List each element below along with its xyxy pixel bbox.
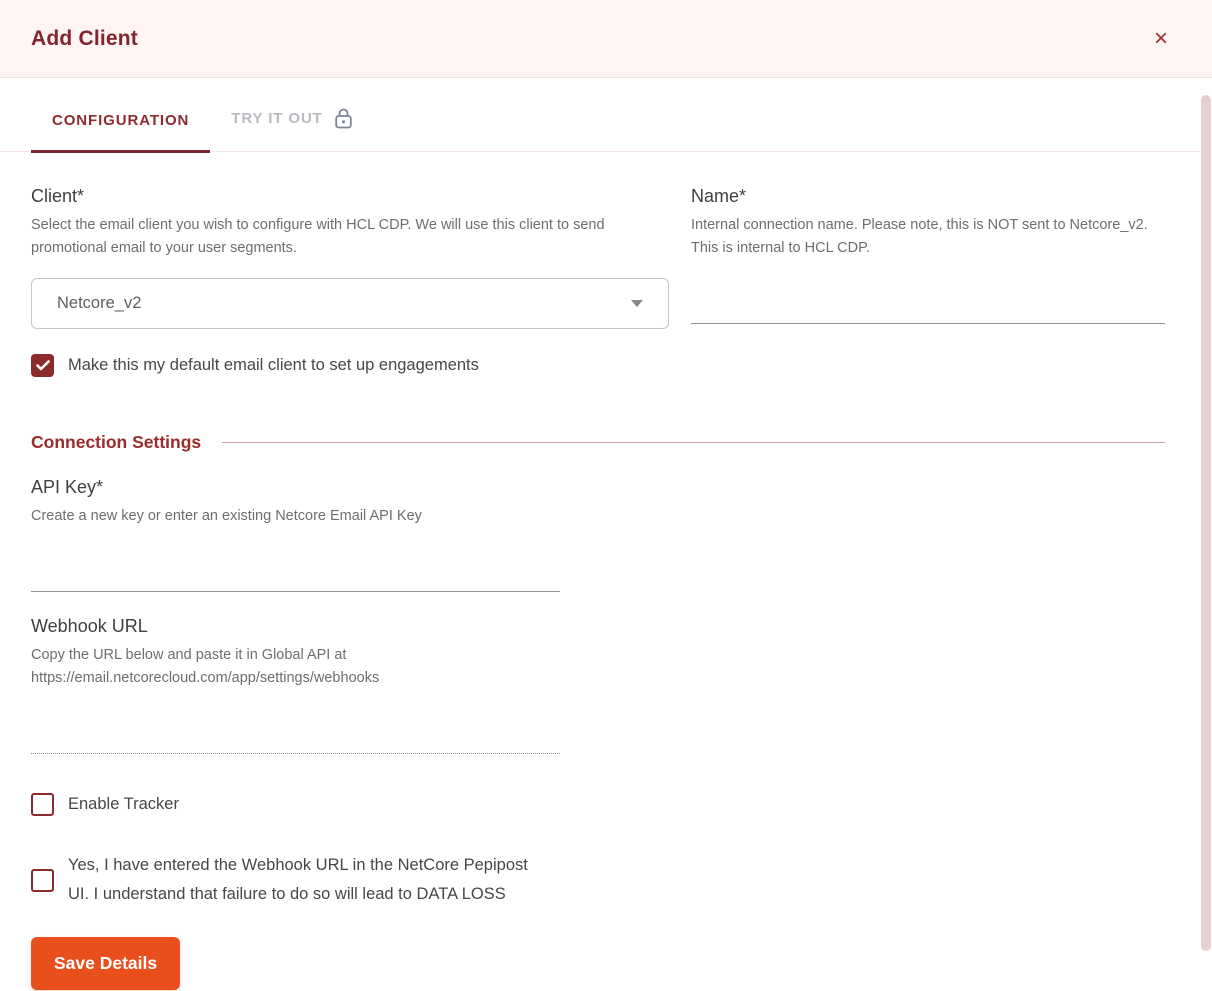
api-key-description: Create a new key or enter an existing Netcore Email API Key <box>31 508 422 524</box>
client-select-value: Netcore_v2 <box>57 294 142 312</box>
name-label: Name* <box>691 186 747 206</box>
check-icon <box>36 360 50 371</box>
enable-tracker-checkbox[interactable] <box>31 793 54 816</box>
save-details-button[interactable]: Save Details <box>31 937 180 990</box>
webhook-confirm-checkbox-row[interactable] <box>31 851 1165 909</box>
dialog-header <box>0 0 1212 78</box>
chevron-down-icon <box>631 300 643 307</box>
name-input[interactable] <box>691 260 1165 324</box>
tab-configuration-label: CONFIGURATION <box>52 112 190 129</box>
default-client-checkbox-row[interactable] <box>31 351 669 380</box>
tab-configuration[interactable] <box>31 112 210 151</box>
tab-try-it-out[interactable] <box>210 108 374 151</box>
client-label: Client* <box>31 186 85 206</box>
enable-tracker-checkbox-row[interactable] <box>31 790 1165 819</box>
webhook-confirm-checkbox[interactable] <box>31 869 54 892</box>
connection-settings-heading: Connection Settings <box>31 432 202 452</box>
scrollbar-thumb[interactable] <box>1201 95 1211 951</box>
webhook-url-input[interactable] <box>31 690 560 754</box>
api-key-label: API Key* <box>31 477 104 497</box>
scrollbar-track[interactable] <box>1200 79 1212 991</box>
client-field-group <box>31 186 669 380</box>
lock-icon <box>334 108 353 129</box>
dialog-title: Add Client <box>31 26 138 50</box>
api-key-input[interactable] <box>31 528 560 592</box>
webhook-url-label: Webhook URL <box>31 616 148 636</box>
tab-try-it-out-label: TRY IT OUT <box>231 110 323 127</box>
webhook-url-description: Copy the URL below and paste it in Global API at https://email.netcorecloud.com/app/settings/webhooks <box>31 647 380 686</box>
enable-tracker-checkbox-label: Enable Tracker <box>68 795 179 813</box>
default-client-checkbox-label: Make this my default email client to set up engagements <box>68 356 479 374</box>
dialog-body <box>0 152 1212 990</box>
webhook-url-field-group <box>31 616 1165 754</box>
connection-settings-section <box>31 432 1165 453</box>
client-select[interactable] <box>31 278 669 329</box>
name-description: Internal connection name. Please note, this is NOT sent to Netcore_v2. This is internal to HCL CDP. <box>691 217 1148 256</box>
webhook-confirm-checkbox-label: Yes, I have entered the Webhook URL in the NetCore Pepipost UI. I understand that failure to do so will lead to DATA LOSS <box>68 856 528 903</box>
name-field-group <box>691 186 1165 380</box>
api-key-field-group <box>31 477 1165 592</box>
section-divider <box>222 442 1165 443</box>
close-icon[interactable]: × <box>1153 24 1168 52</box>
default-client-checkbox[interactable] <box>31 354 54 377</box>
client-description: Select the email client you wish to configure with HCL CDP. We will use this client to send promotional email to your user segments. <box>31 217 605 256</box>
tab-bar <box>0 78 1212 152</box>
